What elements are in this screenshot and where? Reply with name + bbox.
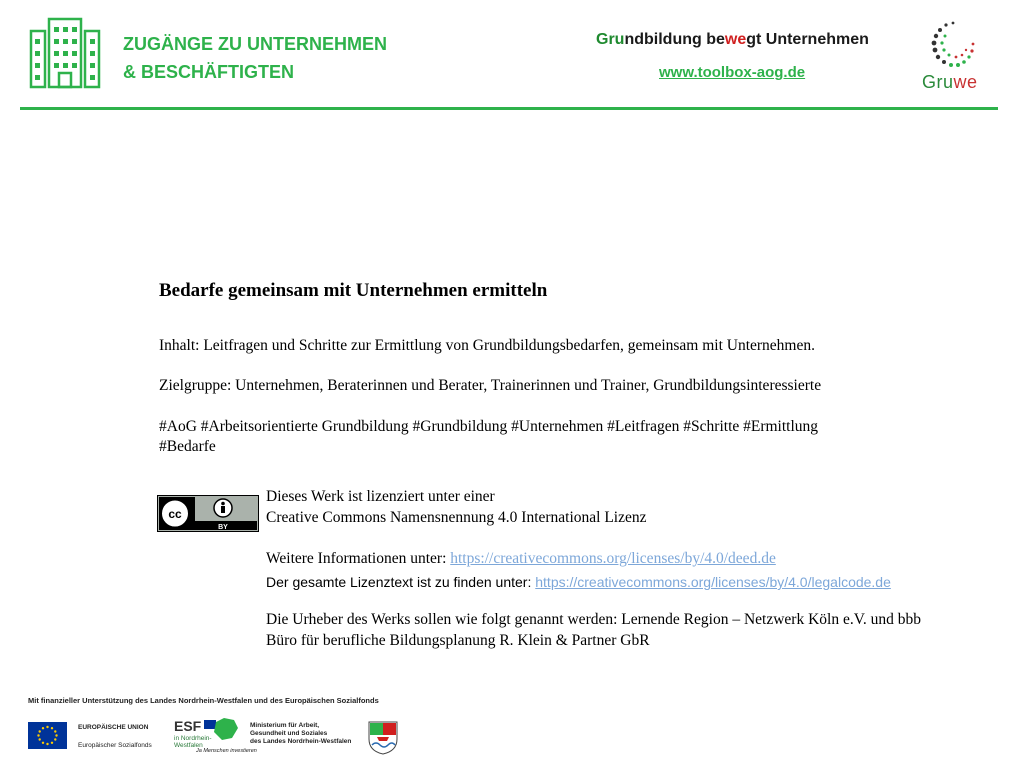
esf-sub2: Westfalen (174, 742, 203, 749)
website-link[interactable]: www.toolbox-aog.de (659, 64, 806, 81)
eu-label: EUROPÄISCHE UNION (78, 724, 149, 731)
esf-sub1: in Nordrhein- (174, 735, 212, 742)
license-line2: Creative Commons Namensnennung 4.0 International Lizenz (266, 509, 647, 526)
attribution-line2: Büro für berufliche Bildungsplanung R. Klein & Partner GbR (266, 632, 650, 649)
ministry-line2: Gesundheit und Soziales (250, 730, 328, 737)
cc-label: cc (168, 507, 182, 521)
license-line1: Dieses Werk ist lizenziert unter einer (266, 488, 495, 505)
license-fulltext (266, 572, 891, 593)
content-description: Inhalt: Leitfragen und Schritte zur Ermittlung von Grundbildungsbedarfen, gemeinsam mit Unternehmen. (159, 337, 815, 354)
ministry-line3: des Landes Nordrhein-Westfalen (250, 738, 352, 745)
license-info-link[interactable]: https://creativecommons.org/licenses/by/4.0/deed.de (450, 550, 776, 567)
ministry-line1: Ministerium für Arbeit, (250, 722, 320, 729)
esf-fund-label: Europäischer Sozialfonds (78, 742, 152, 749)
license-info (266, 548, 776, 569)
esf-slogan: Ja Menschen investieren (196, 748, 257, 754)
tags-line1: #AoG #Arbeitsorientierte Grundbildung #Grundbildung #Unternehmen #Leitfragen #Schritte #Ermittlung (159, 418, 819, 435)
header-title (123, 30, 387, 86)
license-info-label: Weitere Informationen unter: (266, 550, 451, 567)
tagline: Grundbildung bewegt Unternehmen (596, 31, 869, 48)
attribution-line1: Die Urheber des Werks sollen wie folgt genannt werden: Lernende Region – Netzwerk Köln e.V. und bbb (266, 611, 922, 628)
gruwe-logo-icon (926, 16, 982, 72)
eu-flag-icon (28, 722, 67, 749)
tags-line2: #Bedarfe (159, 438, 216, 455)
gruwe-logo-text: Gruwe (922, 72, 978, 92)
nrw-map-icon (212, 716, 240, 742)
attribution (266, 609, 921, 651)
license-fulltext-link[interactable]: https://creativecommons.org/licenses/by/4.0/legalcode.de (535, 574, 891, 590)
nrw-coat-of-arms-icon (368, 721, 398, 755)
target-audience: Zielgruppe: Unternehmen, Beraterinnen und Berater, Trainerinnen und Trainer, Grundbildungsinteressierte (159, 377, 822, 394)
by-label: BY (218, 524, 228, 531)
license-fulltext-label: Der gesamte Lizenztext ist zu finden unter: (266, 574, 536, 590)
document-title: Bedarfe gemeinsam mit Unternehmen ermitteln (159, 280, 548, 301)
esf-title: ESF (174, 718, 202, 734)
header-title-line2: & BESCHÄFTIGTEN (123, 62, 294, 82)
tags (159, 417, 919, 457)
building-icon (27, 15, 103, 91)
cc-by-license-badge (157, 495, 259, 532)
funding-note: Mit finanzieller Unterstützung des Landes Nordrhein-Westfalen und des Europäischen Sozialfonds (28, 696, 379, 705)
header-title-line1: ZUGÄNGE ZU UNTERNEHMEN (123, 34, 387, 54)
esf-nrw-logo (170, 716, 257, 758)
header-divider (20, 107, 998, 110)
